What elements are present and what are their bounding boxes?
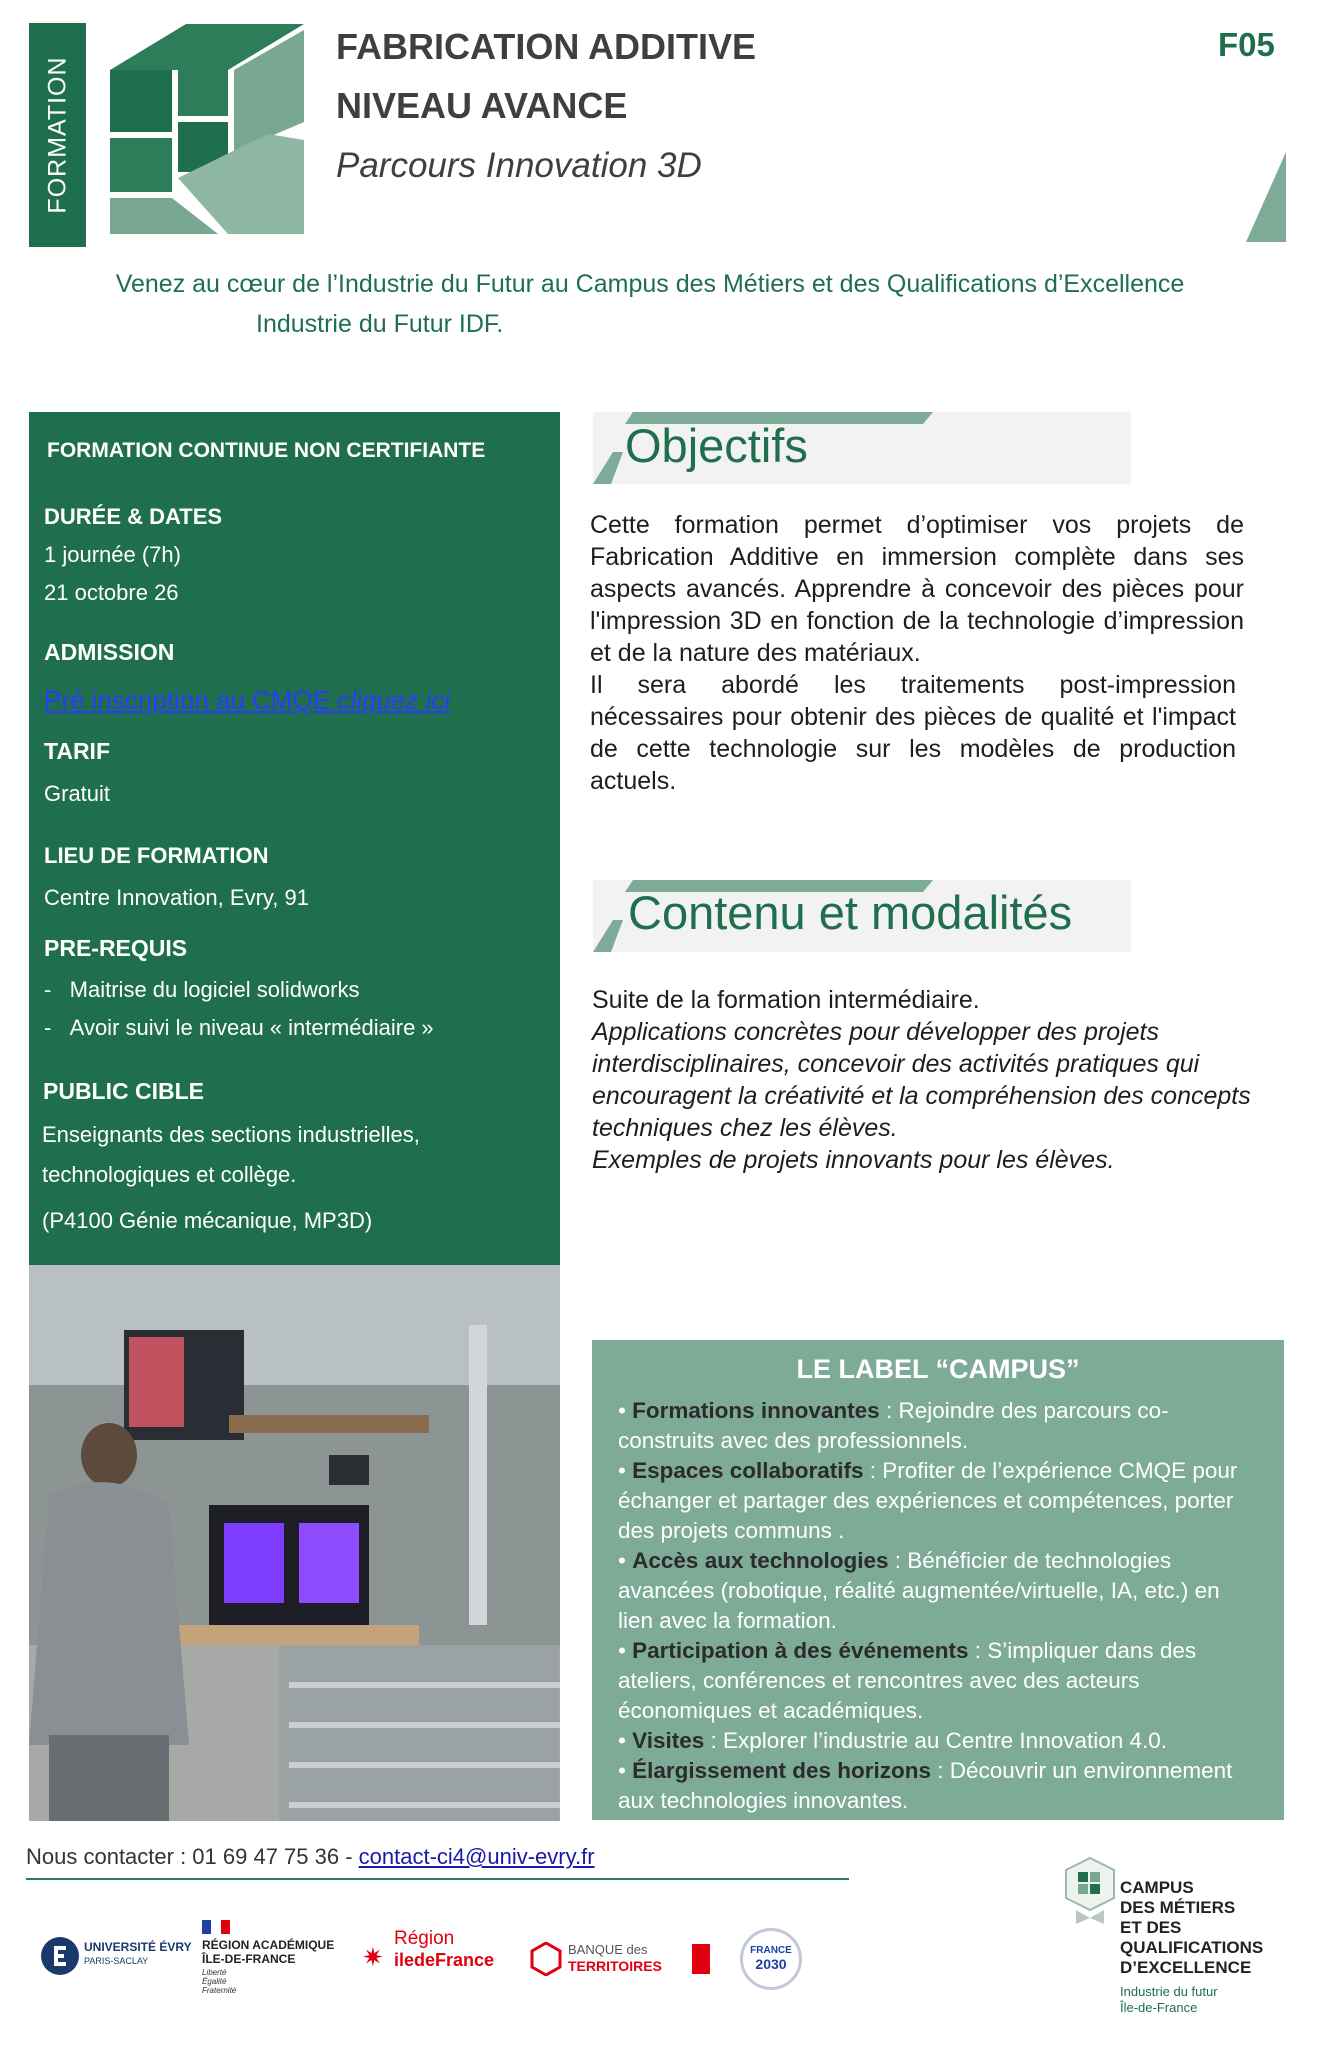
public-heading: PUBLIC CIBLE [43,1078,204,1104]
preinscription-link-italic: cliquez ici [337,685,451,715]
motto-1: Liberté [202,1968,227,1977]
prereq-heading: PRE-REQUIS [44,935,188,961]
caisse-depots-icon [692,1944,710,1974]
campus-subtitle [1120,1984,1218,2016]
campus-name [1120,1878,1263,1978]
tarif-value: Gratuit [44,781,111,806]
univ-name: UNIVERSITÉ ÉVRY [84,1940,192,1954]
univ-sub: PARIS-SACLAY [84,1956,149,1966]
label-item-bold: Formations innovantes [632,1398,880,1423]
footer-divider [26,1878,849,1880]
public-line-2: technologiques et collège. [42,1162,297,1187]
campus-line-4: QUALIFICATIONS [1120,1938,1264,1957]
formation-tab [29,23,86,247]
logo-france-2030 [740,1928,802,1990]
preinscription-link-text: Pré inscription au CMQE [44,685,331,715]
formation-tab-label: FORMATION [43,56,71,214]
intro-line-1: Venez au cœur de l’Industrie du Futur au Campus des Métiers et des Qualifications d’Excellence [115,270,1185,298]
campus-line-5: D’EXCELLENCE [1120,1958,1252,1977]
prereq-item-text: Maitrise du logiciel solidworks [69,977,360,1002]
label-item: • Formations innovantes : Rejoindre des parcours co-construits avec des professionnels. [618,1398,1169,1453]
label-item: • Accès aux technologies : Bénéficier de technologies avancées (robotique, réalité augmentée/virtuelle, IA, etc.) en lien avec la formation. [618,1548,1220,1633]
prereq-item: - Maitrise du logiciel solidworks [44,977,360,1002]
panel-title: FORMATION CONTINUE NON CERTIFIANTE [47,439,486,462]
label-item-text: : Bénéficier de technologies avancées (robotique, réalité augmentée/virtuelle, IA, etc.) en lien avec la formation. [618,1548,1220,1633]
contact-line [26,1844,595,1870]
lieu-value: Centre Innovation, Evry, 91 [44,885,309,910]
objectifs-title: Objectifs [625,419,808,472]
campus-badge-icon [1064,1856,1116,1926]
contenu-line-3: Exemples de projets innovants pour les élèves. [592,1146,1115,1174]
label-item-bold: Élargissement des horizons [632,1758,931,1783]
label-item-bold: Accès aux technologies [632,1548,889,1573]
duration-value: 1 journée (7h) [44,542,181,567]
prereq-item-text: Avoir suivi le niveau « intermédiaire » [69,1015,434,1040]
label-item-text: : Profiter de l’expérience CMQE pour échanger et partager des expériences et compétences, porter des projets communs . [618,1458,1238,1543]
info-panel [29,412,560,1265]
admission-heading: ADMISSION [44,639,175,665]
label-item: • Participation à des événements : S’impliquer dans des ateliers, conférences et rencontres avec des acteurs économiques et académiques. [618,1638,1197,1723]
idf-word [394,1950,494,1971]
objectifs-text [590,509,1244,797]
public-line-1: Enseignants des sections industrielles, [42,1122,420,1147]
motto-2: Égalité [202,1977,227,1986]
label-item: • Visites : Explorer l’industrie au Centre Innovation 4.0. [618,1728,1168,1753]
label-title: LE LABEL “CAMPUS” [796,1354,1080,1384]
region-acad-line1: RÉGION ACADÉMIQUE [202,1938,335,1952]
preinscription-link[interactable] [44,685,450,716]
label-item-text: : Explorer l’industrie au Centre Innovation 4.0. [704,1728,1168,1753]
motto-3: Fraternité [202,1986,237,1995]
tarif-heading: TARIF [44,738,111,764]
title-line-2: NIVEAU AVANCE [336,85,628,126]
lieu-heading: LIEU DE FORMATION [44,843,269,868]
label-item-bold: Visites [632,1728,705,1753]
universite-evry-icon [40,1936,80,1976]
logo-region-academique [202,1920,352,2000]
year-2030: 2030 [755,1956,787,1972]
title-line-1: FABRICATION ADDITIVE [336,26,756,67]
course-code: F05 [1218,26,1275,63]
campus-sub-2: Île-de-France [1120,2000,1198,2015]
label-item-bold: Participation à des événements [632,1638,969,1663]
marianne-flag-icon [202,1920,230,1934]
contenu-title: Contenu et modalités [628,886,1073,939]
label-list [618,1396,1258,1816]
label-item: • Élargissement des horizons : Découvrir un environnement aux technologies innovantes. [618,1758,1233,1813]
region-word: Région [394,1928,455,1949]
idf-word-part1: iledeF [394,1950,447,1970]
logo-banque-territoires [530,1938,710,1982]
intro-line-2: Industrie du Futur IDF. [256,310,504,338]
subtitle: Parcours Innovation 3D [336,146,702,185]
campus-line-2: DES MÉTIERS [1120,1898,1236,1917]
objectifs-paragraph-2: Il sera abordé les traitements post-impression nécessaires pour obtenir des pièces de qualité et l'impact de cette technologie sur les modèles de production actuels. [590,671,1236,795]
campus-sub-1: Industrie du futur [1120,1984,1218,1999]
duration-heading: DURÉE & DATES [44,504,223,529]
france-word: FRANCE [750,1945,792,1956]
date-value: 21 octobre 26 [44,580,179,605]
campus-line-1: CAMPUS [1120,1878,1194,1897]
logo-region-idf [362,1928,512,1984]
intro-text [60,264,1240,344]
label-campus-box [592,1340,1284,1820]
star-icon: ✷ [362,1942,384,1972]
label-item-text: : S’impliquer dans des ateliers, conférences et rencontres avec des acteurs économiques et académiques. [618,1638,1197,1723]
campus-line-3: ET DES [1120,1918,1182,1937]
contact-prefix: Nous contacter : 01 69 47 75 36 - [26,1844,359,1869]
banque-line1: BANQUE des [568,1942,648,1957]
banque-hexagon-icon [530,1942,562,1976]
objectifs-paragraph-1: Cette formation permet d’optimiser vos projets de Fabrication Additive en immersion complète dans ses aspects avancés. Apprendre à concevoir des pièces pour l'impression 3D en fonction de la technologie d’impression et de la nature des matériaux. [590,511,1244,667]
region-acad-line2: ÎLE-DE-FRANCE [202,1952,296,1966]
decorative-triangle [1246,152,1286,242]
idf-word-part2: rance [446,1950,495,1970]
label-item-text: : Rejoindre des parcours co-construits avec des professionnels. [618,1398,1169,1453]
label-item-bold: Espaces collaboratifs [632,1458,864,1483]
contenu-text [592,984,1252,1176]
contenu-line-2: Applications concrètes pour développer des projets interdisciplinaires, concevoir des activités pratiques qui encouragent la créativité et la compréhension des concepts techniques chez les élèves. [592,1018,1251,1142]
logo-universite-evry [40,1932,192,1982]
banque-line2: TERRITOIRES [568,1958,662,1974]
workshop-photo [29,1265,560,1821]
campus-cube-logo [108,22,304,234]
logo-campus-metiers [1064,1856,1304,2066]
contenu-line-1: Suite de la formation intermédiaire. [592,986,980,1014]
public-line-3: (P4100 Génie mécanique, MP3D) [42,1208,373,1233]
prereq-item: - Avoir suivi le niveau « intermédiaire » [44,1015,434,1040]
label-item-text: : Découvrir un environnement aux technologies innovantes. [618,1758,1233,1813]
label-item: • Espaces collaboratifs : Profiter de l’expérience CMQE pour échanger et partager des expériences et compétences, porter des projets communs . [618,1458,1238,1543]
contact-email-link[interactable]: contact-ci4@univ-evry.fr [358,1844,595,1869]
